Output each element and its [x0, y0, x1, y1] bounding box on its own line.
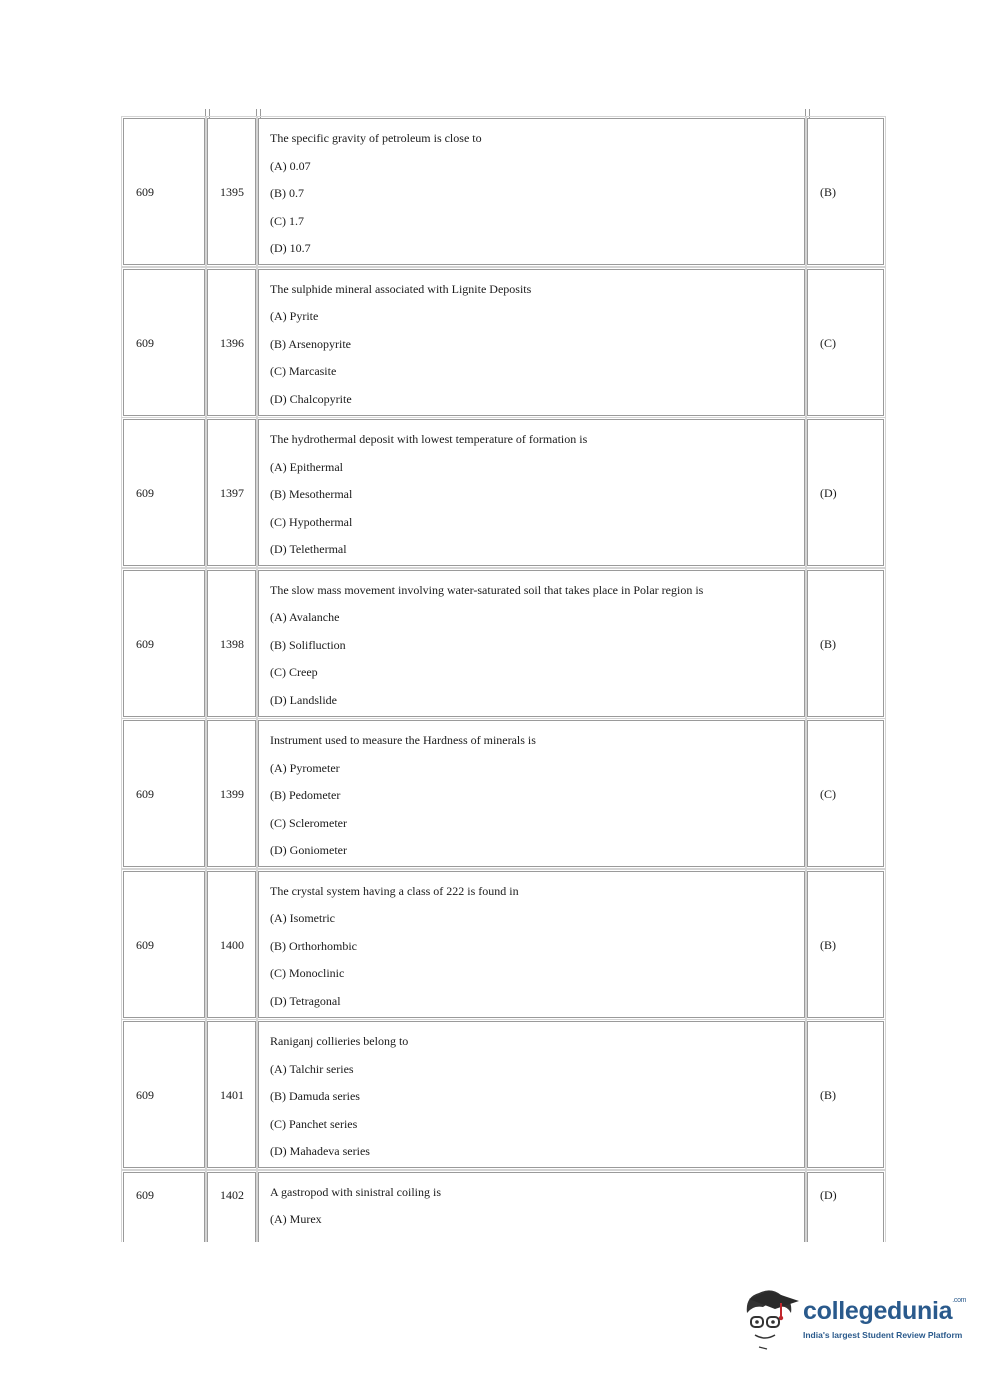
paper-code: 609 [136, 486, 154, 500]
question-block [259, 1173, 804, 1239]
question-number: 1397 [220, 486, 244, 500]
question-number-cell [207, 419, 256, 566]
option-text: (C) Marcasite [270, 364, 337, 379]
question-text: A gastropod with sinistral coiling is [270, 1184, 441, 1199]
question-number: 1401 [220, 1088, 244, 1102]
question-block [259, 420, 804, 569]
question-block [259, 119, 804, 268]
questions-table [121, 109, 887, 1242]
question-block [259, 571, 804, 720]
question-number: 1399 [220, 787, 244, 801]
option-text: (C) Panchet series [270, 1116, 358, 1131]
question-cell [258, 419, 805, 566]
question-number-cell [207, 1172, 256, 1243]
paper-code: 609 [136, 636, 154, 651]
question-cell [258, 1172, 805, 1243]
question-block [259, 270, 804, 419]
option-text: (A) Talchir series [270, 1061, 354, 1076]
table-row [121, 269, 887, 416]
question-number: 1400 [220, 937, 244, 952]
table-body [121, 118, 887, 1242]
question-number-cell [207, 570, 256, 717]
option-text: (B) Arsenopyrite [270, 336, 351, 351]
paper-code-cell [123, 269, 205, 416]
question-cell [258, 118, 805, 265]
paper-code-cell [123, 1021, 205, 1168]
answer-key: (B) [820, 185, 836, 199]
option-text: (A) Pyrite [270, 309, 319, 324]
question-text: The hydrothermal deposit with lowest temperature of formation is [270, 432, 588, 446]
paper-code: 609 [136, 937, 154, 952]
question-number-cell [207, 118, 256, 265]
option-text: (A) Pyrometer [270, 760, 340, 775]
option-text: (B) Pedometer [270, 788, 341, 803]
question-number: 1395 [220, 185, 244, 199]
option-text: (A) Isometric [270, 911, 335, 926]
paper-code: 609 [136, 185, 154, 199]
question-number: 1396 [220, 335, 244, 350]
question-text: The sulphide mineral associated with Lignite Deposits [270, 281, 532, 296]
question-cell [258, 871, 805, 1018]
option-text: (B) Mesothermal [270, 487, 353, 502]
option-text: (A) 0.07 [270, 158, 311, 173]
paper-code-cell [123, 720, 205, 867]
paper-code: 609 [136, 1088, 154, 1102]
table-row [121, 419, 887, 566]
option-text: (D) Goniometer [270, 843, 347, 858]
option-text: (C) Hypothermal [270, 514, 353, 529]
paper-code-cell [123, 871, 205, 1018]
question-cell [258, 1021, 805, 1168]
question-text: The slow mass movement involving water-saturated soil that takes place in Polar region is [270, 582, 704, 597]
question-text: The crystal system having a class of 222 is found in [270, 883, 519, 898]
table-row [121, 118, 887, 265]
option-text: (B) 0.7 [270, 186, 304, 201]
paper-code-cell [123, 1172, 205, 1243]
question-block [259, 872, 804, 1021]
answer-key: (B) [820, 937, 836, 952]
answer-cell [807, 570, 884, 717]
paper-code-cell [123, 570, 205, 717]
option-text: (B) Orthorhombic [270, 938, 357, 953]
option-text: (C) Monoclinic [270, 966, 345, 981]
question-number: 1398 [220, 636, 244, 651]
brand-suffix: .com [952, 1297, 967, 1304]
brand-name: collegedunia$^{.com}$ [803, 1297, 967, 1325]
table-top-edge [121, 109, 887, 118]
question-number-cell [207, 1021, 256, 1168]
table-row [121, 570, 887, 717]
answer-key: (B) [820, 636, 836, 651]
table-row [121, 1172, 887, 1243]
paper-code: 609 [136, 1187, 154, 1202]
question-cell [258, 269, 805, 416]
answer-cell [807, 118, 884, 265]
option-text: (D) Telethermal [270, 542, 347, 557]
option-text: (D) 10.7 [270, 241, 311, 256]
answer-cell [807, 419, 884, 566]
answer-key: (C) [820, 335, 836, 350]
table-row [121, 720, 887, 867]
answer-cell [807, 720, 884, 867]
answer-cell [807, 1021, 884, 1168]
answer-key: (D) [820, 1187, 837, 1202]
question-number: 1402 [220, 1187, 244, 1202]
answer-cell [807, 871, 884, 1018]
paper-code: 609 [136, 335, 154, 350]
option-text: (D) Landslide [270, 692, 337, 707]
brand-tagline: India's largest Student Review Platform [803, 1330, 963, 1340]
question-number-cell [207, 720, 256, 867]
option-text: (A) Avalanche [270, 610, 340, 625]
answer-cell [807, 269, 884, 416]
question-block [259, 721, 804, 870]
option-text: (D) Tetragonal [270, 993, 341, 1008]
option-text: (B) Solifluction [270, 637, 346, 652]
option-text: (C) 1.7 [270, 213, 304, 228]
option-text: (B) Damuda series [270, 1089, 360, 1104]
paper-code-cell [123, 118, 205, 265]
question-text: Instrument used to measure the Hardness of minerals is [270, 733, 536, 747]
question-text: The specific gravity of petroleum is close to [270, 131, 482, 145]
question-number-cell [207, 269, 256, 416]
question-cell [258, 570, 805, 717]
option-text: (D) Mahadeva series [270, 1144, 370, 1159]
question-text: Raniganj collieries belong to [270, 1034, 409, 1048]
option-text: (C) Creep [270, 665, 318, 680]
question-cell [258, 720, 805, 867]
paper-code: 609 [136, 787, 154, 801]
question-number-cell [207, 871, 256, 1018]
table-row [121, 1021, 887, 1168]
paper-code-cell [123, 419, 205, 566]
option-text: (A) Murex [270, 1212, 322, 1227]
option-text: (A) Epithermal [270, 459, 343, 474]
option-text: (C) Sclerometer [270, 815, 347, 830]
option-text: (D) Chalcopyrite [270, 391, 352, 406]
answer-key: (B) [820, 1088, 836, 1102]
table-row [121, 871, 887, 1018]
answer-key: (D) [820, 486, 837, 500]
question-block [259, 1022, 804, 1171]
answer-cell [807, 1172, 884, 1243]
answer-key: (C) [820, 787, 836, 801]
mascot-icon [741, 1283, 801, 1353]
collegedunia-logo [741, 1283, 971, 1353]
